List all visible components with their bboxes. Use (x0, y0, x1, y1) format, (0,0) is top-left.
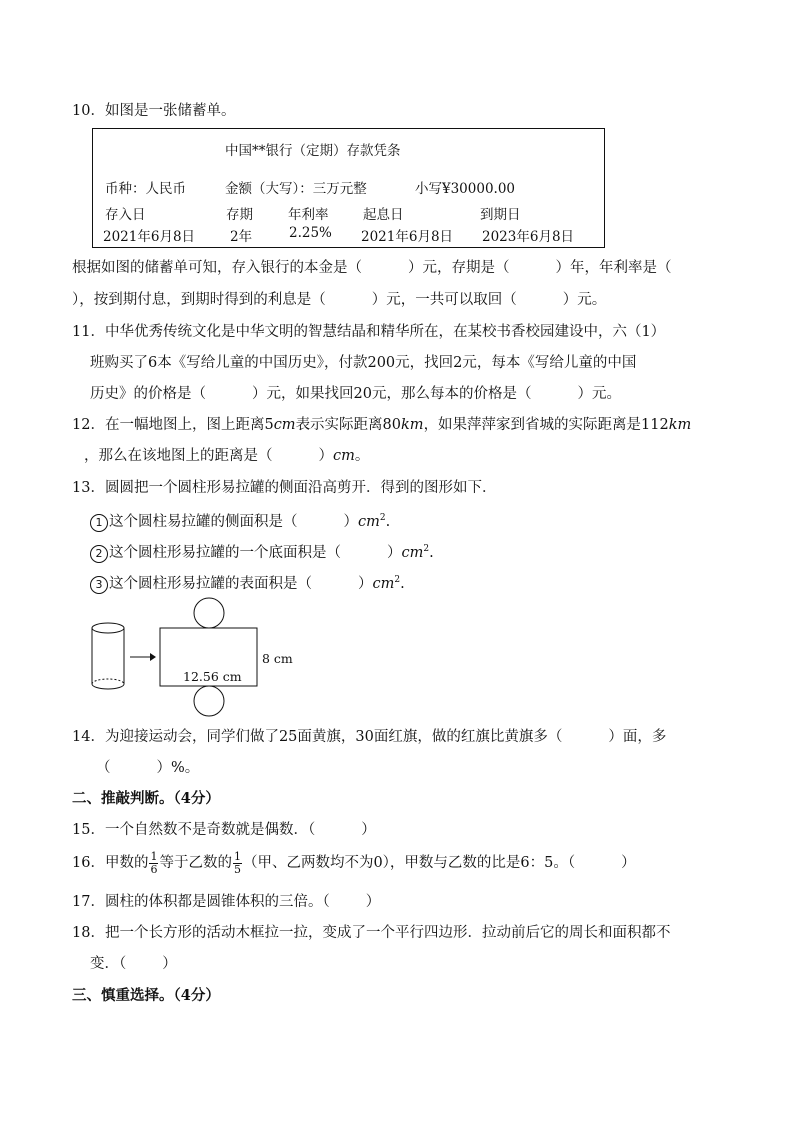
deposit-slip (92, 128, 605, 248)
section-2-heading: 二、推敲判断。（4分） (72, 790, 220, 807)
slip-val-start: 2021年6月8日 (361, 229, 454, 245)
arrow-icon (130, 653, 156, 661)
q14-line1: 14．为迎接运动会，同学们做了25面黄旗，30面红旗，做的红旗比黄旗多（ ）面，多 (72, 729, 667, 745)
q11-line3: 历史》的价格是（ ）元，如果找回20元，那么每本的价格是（ ）元。 (90, 386, 621, 402)
slip-currency: 币种：人民币 (105, 181, 186, 197)
slip-col-rate: 年利率 (288, 207, 329, 223)
q10-title: 10．如图是一张储蓄单。 (72, 103, 236, 119)
q18-line1: 18．把一个长方形的活动木框拉一拉，变成了一个平行四边形．拉动前后它的周长和面积都不 (72, 925, 671, 941)
q13-item-2: 2 这个圆柱形易拉罐的一个底面积是（ ）$cm^2$. (90, 539, 434, 563)
slip-header: 中国**银行（定期）存款凭条 (225, 143, 401, 159)
slip-val-rate: 2.25% (289, 225, 332, 241)
slip-col-term: 存期 (226, 207, 253, 223)
figure-width-label: 12.56 cm (183, 669, 242, 684)
slip-val-deposit-date: 2021年6月8日 (103, 229, 196, 245)
q18-line2: 变．（ ） (90, 956, 177, 972)
q16: 16．甲数的 $\frac{1}{6}$ 等于乙数的 $\frac{1}{5}$ （甲、乙两数均不为0），甲数与乙数的比是6：5。（ ） (72, 849, 636, 876)
slip-col-maturity: 到期日 (480, 207, 521, 223)
q10-line2: ），按到期付息，到期时得到的利息是（ ）元，一共可以取回（ ）元。 (72, 292, 607, 308)
q11-line1: 11．中华优秀传统文化是中华文明的智慧结晶和精华所在，在某校书香校园建设中，六（1） (72, 324, 666, 340)
slip-amount-figures: 小写¥30000.00 (415, 181, 516, 197)
slip-col-deposit-date: 存入日 (105, 207, 146, 223)
q10-line1: 根据如图的储蓄单可知，存入银行的本金是（ ）元，存期是（ ）年，年利率是（ (72, 260, 672, 276)
bottom-circle (194, 686, 224, 716)
q13-item-3: 3 这个圆柱形易拉罐的表面积是（ ）$cm^2$. (90, 570, 405, 594)
slip-col-start: 起息日 (363, 207, 404, 223)
q12-line2: ，那么在该地图上的距离是（ ）cm。 (84, 448, 370, 464)
q17: 17．圆柱的体积都是圆锥体积的三倍。（ ） (72, 894, 381, 910)
section-3-heading: 三、慎重选择。（4分） (72, 987, 220, 1004)
slip-val-term: 2年 (230, 229, 253, 245)
q13-item-1: 1 这个圆柱易拉罐的侧面积是（ ）$cm^2$. (90, 508, 390, 532)
fraction-one-sixth: $\frac{1}{6}$ (150, 849, 158, 876)
q15: 15．一个自然数不是奇数就是偶数．（ ） (72, 822, 376, 838)
slip-amount-words: 金额（大写）：三万元整 (225, 181, 367, 197)
slip-val-maturity: 2023年6月8日 (482, 229, 575, 245)
figure-height-label: 8 cm (262, 651, 293, 666)
q13-title: 13．圆圆把一个圆柱形易拉罐的侧面沿高剪开．得到的图形如下． (72, 480, 497, 496)
cylinder-shape (92, 623, 124, 689)
q14-line2: （ ）%。 (96, 760, 200, 776)
top-circle (194, 598, 224, 628)
fraction-one-fifth: $\frac{1}{5}$ (233, 849, 241, 876)
q12-line1: 12．在一幅地图上，图上距离5cm表示实际距离80km，如果萍萍家到省城的实际距离是112km (72, 417, 692, 433)
q11-line2: 班购买了6本《写给儿童的中国历史》，付款200元，找回2元，每本《写给儿童的中国 (90, 355, 637, 371)
